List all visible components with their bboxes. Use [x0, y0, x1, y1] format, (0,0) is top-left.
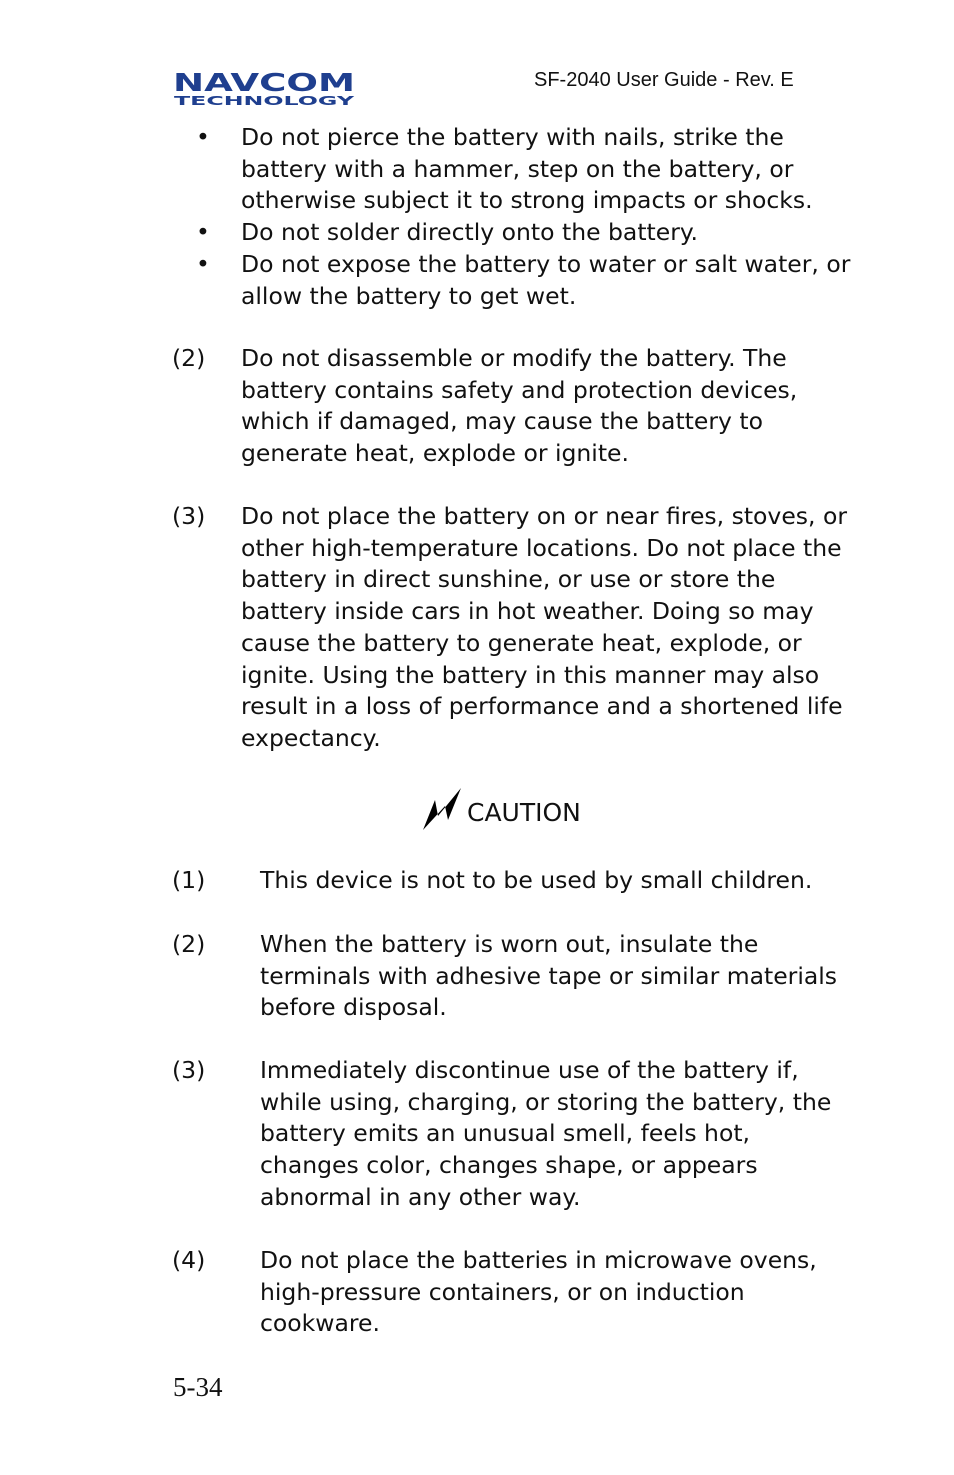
bullet-list — [196, 122, 856, 312]
item-number: (2) — [172, 930, 206, 958]
bullet-text: Do not expose the battery to water or salt water, or allow the battery to get wet. — [241, 249, 851, 310]
item-text: This device is not to be used by small children. — [260, 866, 813, 894]
warning-item-2 — [172, 343, 852, 470]
bullet-item — [196, 217, 856, 249]
bullet-item — [196, 122, 856, 217]
bullet-dot: • — [196, 249, 210, 278]
logo-main-text: NAVCOM — [173, 72, 355, 97]
warning-item-3 — [172, 501, 852, 755]
item-number: (3) — [172, 1056, 206, 1084]
bullet-item — [196, 249, 856, 312]
bullet-dot: • — [196, 123, 210, 151]
page-number: 5-34 — [173, 1372, 223, 1402]
navcom-logo — [172, 72, 356, 106]
item-number: (1) — [172, 866, 206, 894]
bullet-text: Do not solder directly onto the battery. — [241, 218, 698, 247]
item-text: Do not place the batteries in microwave ovens, high-pressure containers, or on induction cookware. — [260, 1246, 817, 1338]
logo-sub-text: TECHNOLOGY — [174, 94, 355, 106]
item-text: Immediately discontinue use of the battery if, while using, charging, or storing the battery, the battery emits an unusual smell, feels hot, changes color, changes shape, or appears abnormal in any other way. — [260, 1056, 832, 1211]
caution-item-2 — [172, 929, 852, 1024]
lightning-bolt-icon — [421, 786, 463, 832]
bullet-dot: • — [196, 218, 210, 247]
item-number: (4) — [172, 1246, 206, 1274]
item-number: (2) — [172, 344, 206, 372]
caution-item-1 — [172, 865, 852, 897]
document-title: SF-2040 User Guide - Rev. E — [534, 69, 794, 91]
caution-label: CAUTION — [467, 798, 581, 827]
caution-item-3 — [172, 1055, 852, 1214]
item-text: Do not disassemble or modify the battery. The battery contains safety and protection devices, which if damaged, may cause the battery to generate heat, explode or ignite. — [241, 344, 798, 468]
bullet-text: Do not pierce the battery with nails, strike the battery with a hammer, step on the battery, or otherwise subject it to strong impacts or shocks. — [241, 123, 813, 215]
item-text: When the battery is worn out, insulate the terminals with adhesive tape or similar materials before disposal. — [260, 930, 838, 1022]
item-number: (3) — [172, 502, 206, 530]
caution-item-4 — [172, 1245, 852, 1340]
item-text: Do not place the battery on or near fires, stoves, or other high-temperature locations. Do not place the battery in direct sunshine, or use or store the battery inside cars in hot weather. Doing so may cause the battery to generate heat, explode, or ignite. Using the battery in this manner may also result in a loss of performance and a shortened life expectancy. — [241, 502, 848, 752]
